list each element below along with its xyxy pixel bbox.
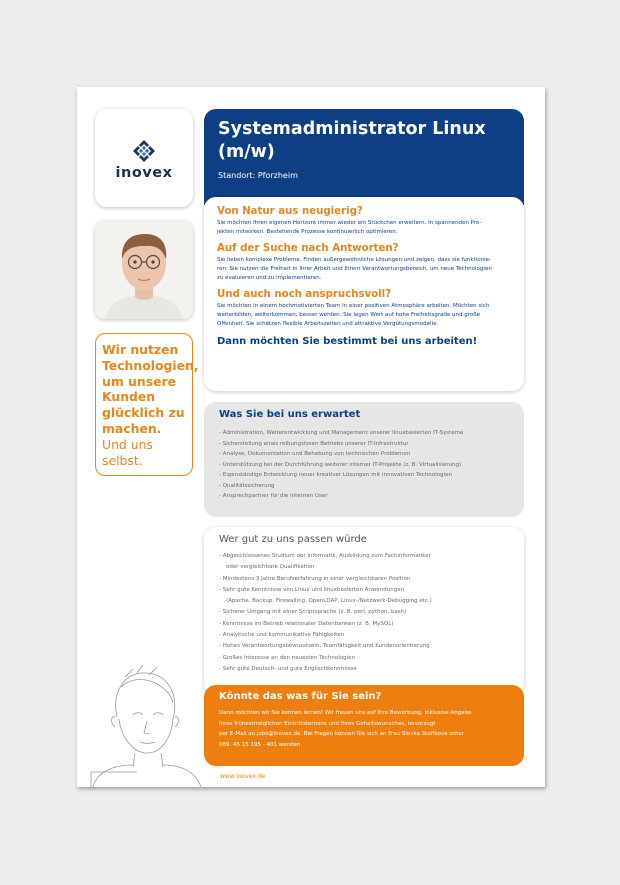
slogan-box (95, 333, 199, 476)
company-logo (95, 109, 193, 207)
list-item: - Großes Interesse an den neuesten Technologien (219, 654, 356, 661)
offer-box (204, 402, 524, 517)
job-ad-sheet (77, 87, 545, 787)
text-line: Ihres frühestmöglichen Eintrittstermins und Ihres Gehaltswunsches, bevorzugt (219, 720, 436, 727)
list-item: - Analytische und kommunikative Fähigkeiten (219, 632, 345, 639)
requirements-box (204, 527, 524, 695)
list-item-continuation: (Apache, Backup, Firewalling, OpenLDAP, Linux-/Netzwerk-Debugging etc.) (226, 598, 432, 605)
list-item: - Unterstützung bei der Durchführung weiterer interner IT-Projekte (z. B. Virtualisierung) (219, 461, 462, 468)
employee-photo (95, 221, 193, 319)
text-line: Offenheit. Sie schätzen flexible Arbeitszeiten und attraktive Vergütungsmodelle. (217, 321, 439, 327)
list-item: - Sicherer Umgang mit einer Scriptsprache (z. B. perl, python, bash) (219, 609, 407, 616)
section-text (217, 302, 511, 329)
list-item: - Sehr gute Kenntnisse von Linux und linuxbasierten Anwendungen (219, 586, 405, 593)
list-item: - Sehr gute Deutsch- und gute Englischkenntnisse (219, 665, 357, 672)
list-item: - Administration, Weiterentwicklung und Management unserer linuxbasierten IT-Systeme (219, 430, 464, 436)
website-link[interactable]: www.inovex.de (220, 773, 266, 780)
text-line: per E-Mail an jobs@inovex.de. Bei Fragen können Sie sich an Frau Slavka Stoffkova unter (219, 731, 464, 738)
list-item: - Analyse, Dokumentation und Behebung von technischen Problemen (219, 451, 411, 457)
text-line: ren. Sie nutzen die Freiheit in Ihrer Arbeit und Ihrem Verantwortungsbereich, um neue Technologien (217, 266, 492, 272)
list-item-continuation: oder vergleichbare Qualifikation (226, 564, 315, 571)
slogan-line: machen. (102, 420, 162, 436)
inovex-logo-icon (133, 140, 155, 162)
slogan-line: Wir nutzen (102, 342, 179, 357)
contact-heading: Könnte das was für Sie sein? (219, 691, 382, 702)
text-line: zu evaluieren und zu implementieren. (217, 275, 322, 281)
text-line: jekten mitwirken. Bestehende Prozesse kontinuierlich optimieren. (217, 229, 398, 235)
text-line: Sie möchten in einem hochmotivierten Team in einer positiven Atmosphäre arbeiten. Möchten sich (217, 303, 490, 309)
job-title-header (204, 109, 524, 205)
job-title: Systemadministrator Linux (218, 119, 486, 139)
list-item: - Mindestens 3 Jahre Berufserfahrung in einer vergleichbaren Position (219, 575, 411, 582)
offer-list (219, 428, 509, 502)
requirements-list (219, 551, 509, 675)
list-item: - Eigenständige Entwicklung neuer kreativer Lösungen mit innovativen Technologien (219, 472, 452, 478)
job-title-gender: (m/w) (218, 142, 275, 162)
contact-box (204, 685, 524, 766)
requirements-heading: Wer gut zu uns passen würde (219, 534, 367, 545)
text-line: Dann möchten wir Sie kennen lernen! Wir freuen uns auf Ihre Bewerbung, inklusive Angabe (219, 710, 472, 716)
slogan-sub: Und uns selbst. (102, 436, 153, 468)
call-to-action: Dann möchten Sie bestimmt bei uns arbeiten! (217, 336, 478, 347)
contact-text (219, 708, 509, 750)
section-heading: Und auch noch anspruchsvoll? (217, 289, 392, 300)
text-line: 089. 45 15 195 - 401 wenden. (219, 741, 303, 748)
person-sketch-illustration (77, 657, 207, 787)
list-item: - Ansprechpartner für die internen User (219, 493, 328, 499)
list-item: - Kenntnisse im Betrieb relationaler Datenbanken (z. B. MySQL) (219, 620, 394, 627)
text-line: Sie möchten Ihren eigenen Horizont immer wieder ein Stückchen erweitern. In spannenden Pro- (217, 220, 482, 226)
logo-wordmark: inovex (115, 165, 173, 181)
section-text (217, 219, 511, 237)
slogan-line: um unsere (102, 373, 176, 389)
list-item: - Sicherstellung eines reibungslosen Betriebs unserer IT-Infrastruktur (219, 440, 409, 447)
slogan-line: glücklich zu (102, 405, 185, 421)
section-heading: Von Natur aus neugierig? (217, 206, 363, 217)
list-item: - Qualitätssicherung (219, 482, 275, 489)
list-item: - Abgeschlossenes Studium der Informatik, Ausbildung zum Fachinformatiker (219, 553, 431, 559)
text-line: Sie lieben komplexe Probleme. Finden außergewöhnliche Lösungen und zeigen, dass sie funktionie- (217, 257, 492, 263)
slogan-line: Kunden (102, 389, 156, 405)
list-item: - Hohes Verantwortungsbewusstsein, Teamfähigkeit und Kundenorientierung (219, 643, 430, 650)
intro-box (204, 197, 524, 391)
offer-heading: Was Sie bei uns erwartet (219, 409, 361, 420)
section-heading: Auf der Suche nach Antworten? (217, 243, 399, 254)
text-line: weiterbilden, weiterkommen, besser werden. Sie legen Wert auf hohe Freiheitsgrade und große (217, 312, 481, 318)
job-location: Standort: Pforzheim (218, 171, 298, 180)
section-text (217, 256, 511, 283)
slogan-line: Technologien, (102, 357, 199, 373)
